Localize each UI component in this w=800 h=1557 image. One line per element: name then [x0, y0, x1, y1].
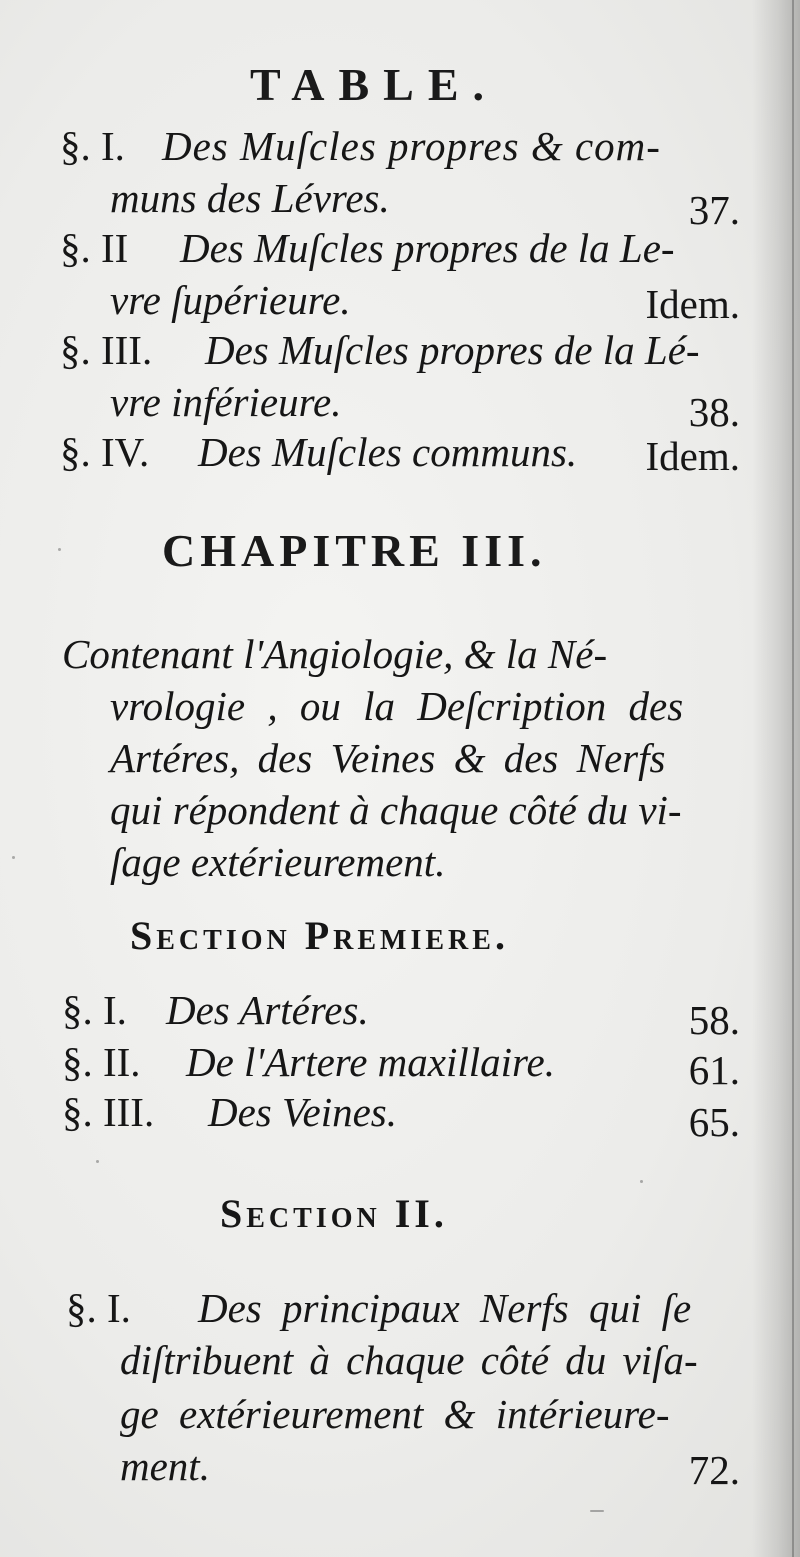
section-2-item-page: 72.	[688, 1447, 740, 1493]
entry-3-text-line1: Des Muſcles propres de la Lé-	[205, 327, 700, 373]
entry-1-page: 37.	[688, 187, 740, 233]
section-1-item-1-page: 58.	[688, 997, 740, 1043]
entry-1-text-line1: Des Muſcles propres & com-	[162, 123, 661, 169]
entry-2-mark: §. II	[60, 225, 129, 271]
entry-3-page: 38.	[688, 389, 740, 435]
paper-speck	[58, 548, 61, 551]
section-1-item-1-mark: §. I.	[62, 987, 127, 1033]
section-2-item-mark: §. I.	[66, 1285, 131, 1331]
section-1-item-3-page: 65.	[688, 1099, 740, 1145]
entry-4-page: Idem.	[645, 433, 740, 479]
section-1-item-3-mark: §. III.	[62, 1089, 155, 1135]
chapter-title: CHAPITRE III.	[162, 525, 547, 576]
paper-speck	[640, 1180, 643, 1183]
running-head: TABLE.	[250, 59, 499, 110]
section-1-item-2-mark: §. II.	[62, 1039, 141, 1085]
paper-speck	[590, 1510, 604, 1512]
section-2-item-line-4: ment.	[120, 1443, 210, 1489]
page-edge	[792, 0, 794, 1557]
chapter-desc-line-4: qui répondent à chaque côté du vi-	[110, 787, 682, 833]
chapter-desc-line-3: Artéres, des Veines & des Nerfs	[110, 735, 666, 781]
section-1-item-3-text: Des Veines.	[208, 1089, 398, 1135]
chapter-desc-line-2: vrologie , ou la Deſcription des	[110, 683, 684, 729]
entry-2-page: Idem.	[645, 281, 740, 327]
chapter-desc-line-1: Contenant l'Angiologie, & la Né-	[62, 631, 608, 677]
entry-1-mark: §. I.	[60, 123, 125, 169]
section-2-item-line-1: Des principaux Nerfs qui ſe	[198, 1285, 692, 1331]
entry-4-text: Des Muſcles communs.	[198, 429, 578, 475]
entry-1-text-line2: muns des Lévres.	[110, 175, 390, 221]
section-2-title: Section II.	[220, 1191, 448, 1236]
entry-2-text-line1: Des Muſcles propres de la Le-	[180, 225, 675, 271]
entry-4-mark: §. IV.	[60, 429, 150, 475]
paper-speck	[96, 1160, 99, 1163]
section-2-item-line-3: ge extérieurement & intérieure-	[120, 1391, 670, 1437]
chapter-desc-line-5: ſage extérieurement.	[110, 839, 446, 885]
entry-2-text-line2: vre ſupérieure.	[110, 277, 351, 323]
paper-speck	[12, 856, 15, 859]
entry-3-text-line2: vre inférieure.	[110, 379, 342, 425]
section-1-item-2-page: 61.	[688, 1047, 740, 1093]
section-1-item-1-text: Des Artéres.	[166, 987, 369, 1033]
section-1-item-2-text: De l'Artere maxillaire.	[186, 1039, 555, 1085]
entry-3-mark: §. III.	[60, 327, 153, 373]
section-1-title: Section Premiere.	[130, 913, 509, 958]
section-2-item-line-2: diſtribuent à chaque côté du viſa-	[120, 1337, 698, 1383]
